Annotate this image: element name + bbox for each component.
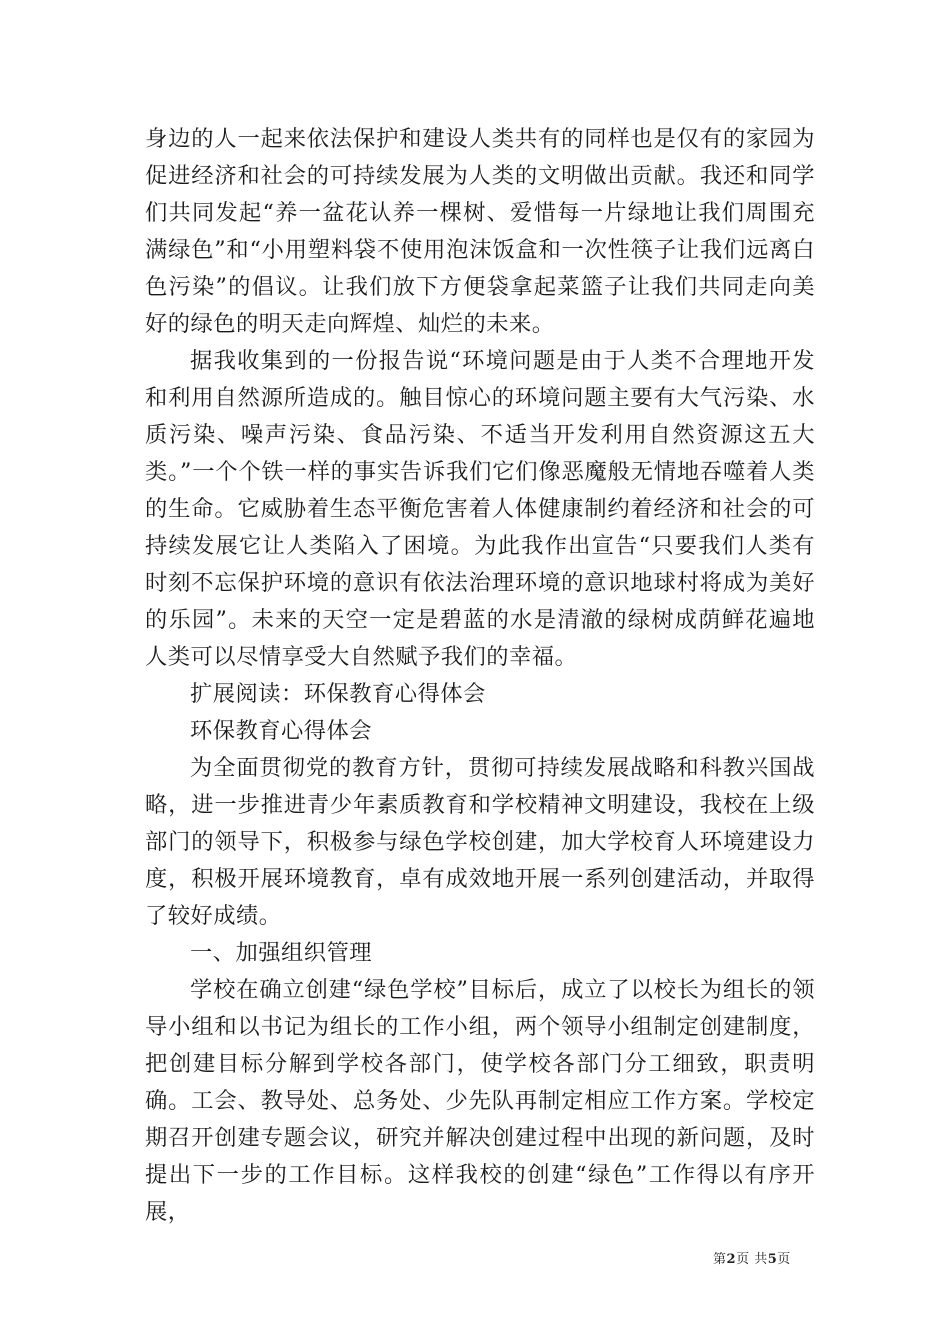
- footer-prefix: 第: [713, 1252, 727, 1267]
- article-title: 环保教育心得体会: [190, 718, 372, 744]
- footer-total-pages: 5: [767, 1252, 778, 1267]
- page-number-footer: [713, 1248, 791, 1267]
- paragraph-organization: 学校在确立创建“绿色学校”目标后，成立了以校长为组长的领导小组和以书记为组长的工作小组，两个领导小组制定创建制度，把创建目标分解到学校各部门，使学校各部门分工细致，职责明确。工会、教导处、总务处、少先队再制定相应工作方案。学校定期召开创建专题会议，研究并解决创建过程中出现的新问题，及时提出下一步的工作目标。这样我校的创建“绿色”工作得以有序开展，: [145, 977, 815, 1225]
- section-heading-organization: 一、加强组织管理: [190, 940, 372, 966]
- paragraph-continued: 身边的人一起来依法保护和建设人类共有的同样也是仅有的家园为促进经济和社会的可持续发展为人类的文明做出贡献。我还和同学们共同发起“养一盆花认养一棵树、爱惜每一片绿地让我们周围充满绿色”和“小用塑料袋不使用泡沫饭盒和一次性筷子让我们远离白色污染”的倡议。让我们放下方便袋拿起菜篮子让我们共同走向美好的绿色的明天走向辉煌、灿烂的未来。: [145, 126, 815, 337]
- footer-suffix: 页: [777, 1252, 791, 1267]
- paragraph-report: 据我收集到的一份报告说“环境问题是由于人类不合理地开发和利用自然源所造成的。触目惊心的环境问题主要有大气污染、水质污染、噪声污染、食品污染、不适当开发利用自然资源这五大类。”一个个铁一样的事实告诉我们它们像恶魔般无情地吞噬着人类的生命。它威胁着生态平衡危害着人体健康制约着经济和社会的可持续发展它让人类陷入了困境。为此我作出宣告“只要我们人类有时刻不忘保护环境的意识有依法治理环境的意识地球村将成为美好的乐园”。未来的天空一定是碧蓝的水是清澈的绿树成荫鲜花遍地人类可以尽情享受大自然赋予我们的幸福。: [145, 348, 815, 670]
- extended-reading-heading: 扩展阅读：环保教育心得体会: [190, 681, 486, 707]
- footer-middle: 页 共: [736, 1252, 768, 1267]
- footer-current-page: 2: [726, 1252, 737, 1267]
- paragraph-intro: 为全面贯彻党的教育方针，贯彻可持续发展战略和科教兴国战略，进一步推进青少年素质教育和学校精神文明建设，我校在上级部门的领导下，积极参与绿色学校创建，加大学校育人环境建设力度，积极开展环境教育，卓有成效地开展一系列创建活动，并取得了较好成绩。: [145, 755, 815, 929]
- document-body: [145, 121, 815, 1231]
